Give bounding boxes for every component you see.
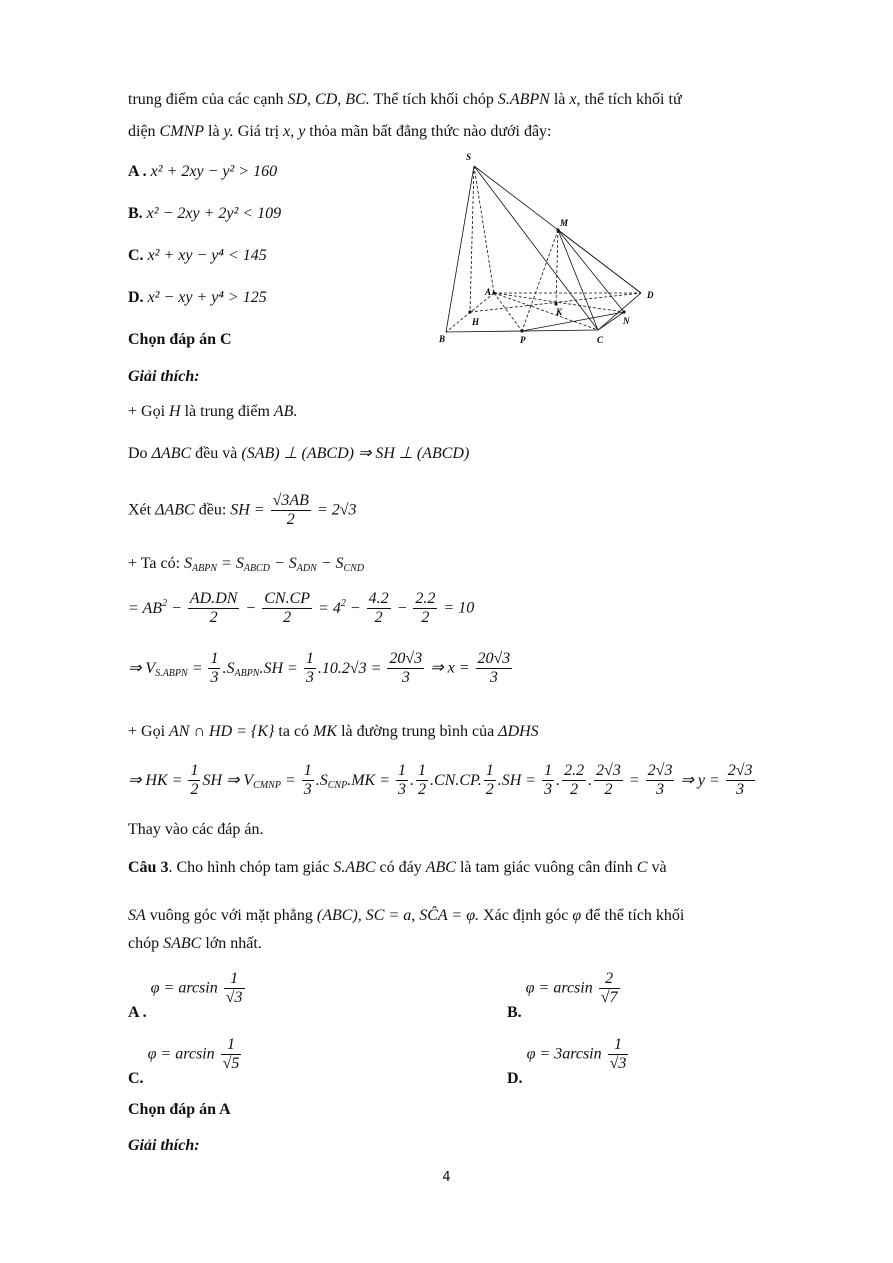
option-label: A . [128, 163, 147, 180]
option-d [128, 288, 267, 307]
q3-line-3 [128, 934, 262, 953]
text: + Gọi [128, 723, 166, 740]
text: để thể tích khối [585, 907, 685, 924]
label-p: P [520, 335, 526, 345]
denominator: √5 [222, 1055, 240, 1073]
label-c: C [597, 335, 604, 345]
solution-line-7 [128, 722, 539, 741]
numerator: 1 [224, 970, 245, 989]
text: Xác định góc [483, 907, 569, 924]
label-b: B [439, 334, 446, 344]
text: là trung điểm [184, 403, 270, 420]
fraction: $\frac{20√3}{3}$ [477, 650, 511, 687]
solution-line-8 [128, 762, 757, 800]
math: MK [313, 723, 338, 740]
label-m: M [560, 218, 569, 228]
question-title: Câu 3 [128, 859, 169, 876]
option-c [128, 246, 267, 265]
option-expr: φ = arcsin [525, 979, 593, 997]
answer-q2: Chọn đáp án C [128, 331, 232, 348]
option-label: B. [507, 1003, 522, 1021]
q3-option-c [128, 1036, 243, 1087]
numerator: 2 [599, 970, 620, 989]
text: có đáy [379, 859, 422, 876]
math: SD, CD, BC. [287, 91, 370, 108]
q3-option-d [507, 1036, 630, 1087]
text: thỏa mãn bất đẳng thức nào dưới đây: [309, 123, 552, 140]
option-label: C. [128, 247, 144, 264]
option-expr: x² + xy − y⁴ < 145 [147, 247, 267, 264]
q3-option-b [507, 970, 622, 1021]
q3-option-a [128, 970, 247, 1021]
numerator: 1 [608, 1036, 629, 1055]
math: = 10 [443, 599, 475, 617]
text: chóp [128, 935, 160, 952]
math: AN ∩ HD = {K} [169, 723, 275, 740]
text: và [651, 859, 667, 876]
text: ta có [278, 723, 310, 740]
fraction [608, 1036, 629, 1074]
explain-label: Giải thích: [128, 368, 200, 385]
label-h: H [472, 317, 480, 327]
fraction [599, 970, 620, 1008]
math: S.ABPN [497, 91, 550, 108]
math: SABC [163, 935, 202, 952]
math: y. [223, 123, 234, 140]
label-a: A [485, 287, 492, 297]
pyramid-figure [436, 150, 666, 345]
math: φ [572, 907, 582, 924]
option-expr: φ = arcsin [150, 979, 218, 997]
text: là đường trung bình của [341, 723, 495, 740]
text: vuông góc với mặt phẳng [149, 907, 313, 924]
volume-cmnp: ⇒ HK = $\frac{1}{2}$ SH ⇒ $V_{CMNP}$ = $\frac{1}{3}$ $.S_{CNP}.MK$ = $\frac{1}{3}$ . $\frac{1}{2}$ .CN.CP. $\frac{1}{2}$ .SH = $\frac{1}{3}$ . $\frac{2.2}{2}$ . $\frac{2√3}{2}$ = $\frac{2√3}{3}$ ⇒ y = $\frac{2√3}{3}$ [128, 762, 753, 799]
q3-line-2 [128, 906, 684, 925]
math: C [636, 859, 648, 876]
text: lớn nhất. [205, 935, 262, 952]
math: x, y [283, 123, 306, 140]
math: ΔABC [155, 501, 195, 519]
page-number: 4 [442, 1170, 451, 1185]
text: + Ta có: [128, 555, 181, 572]
solution-line-3 [128, 492, 357, 530]
solution-line-2 [128, 444, 469, 463]
fraction [224, 970, 245, 1008]
area-compute: = $AB^2$ − $\frac{AD.DN}{2}$ − $\frac{CN.CP}{2}$ = $4^2$ − $\frac{4.2}{2}$ − $\frac{2.2}{2}$ [128, 590, 436, 627]
option-label: A . [128, 1003, 147, 1021]
text: Do [128, 445, 148, 462]
numerator: √3AB [271, 492, 311, 511]
math: x, [569, 91, 581, 108]
text: đều và [195, 445, 238, 462]
text: diện [128, 123, 156, 140]
solution-line-4 [128, 554, 364, 575]
fraction [271, 492, 311, 530]
option-expr: x² − xy + y⁴ > 125 [147, 289, 267, 306]
math: (SAB) ⊥ (ABCD) ⇒ SH ⊥ (ABCD) [241, 445, 470, 462]
option-a [128, 162, 277, 181]
math: CMNP [159, 123, 204, 140]
denominator: √7 [600, 989, 618, 1007]
answer-q3: Chọn đáp án A [128, 1101, 231, 1118]
intro-line-2 [128, 122, 551, 141]
option-label: D. [128, 289, 144, 306]
label-s: S [466, 152, 472, 162]
text: . Cho hình chóp tam giác [168, 859, 330, 876]
option-expr: φ = 3arcsin [526, 1045, 602, 1063]
option-label: C. [128, 1069, 144, 1087]
math: SH = [230, 501, 265, 519]
text: là [208, 123, 220, 140]
intro-line-1 [128, 90, 682, 109]
denominator: 2 [286, 511, 295, 529]
volume-compute: ⇒ $V_{S.ABPN}$ = $\frac{1}{3}$ $.S_{ABPN}.SH$ = $\frac{1}{3}$ .10.2√3 = $\frac{20√3}{3}$ [128, 650, 423, 687]
math: SA [128, 907, 146, 924]
math: = 2√3 [316, 501, 357, 519]
math: (ABC), SC = a, SĈA = φ. [316, 907, 480, 924]
area-formula: $S_{ABPN} = S_{ABCD} - S_{ADN} - S_{CND}$ [184, 555, 365, 574]
solution-line-5 [128, 590, 474, 628]
fraction [221, 1036, 242, 1074]
math: ⇒ x = [430, 659, 470, 677]
option-expr: φ = arcsin [147, 1045, 215, 1063]
option-label: D. [507, 1069, 523, 1087]
denominator: √3 [225, 989, 243, 1007]
math: S.ABC [333, 859, 376, 876]
math: ΔABC [151, 445, 192, 462]
math: H [169, 403, 181, 420]
text: là [553, 91, 566, 108]
label-n: N [623, 316, 630, 326]
text: Thể tích khối chóp [373, 91, 494, 108]
option-b [128, 204, 281, 223]
text: thể tích khối tứ [584, 91, 682, 108]
denominator: √3 [609, 1055, 627, 1073]
option-expr: x² + 2xy − y² > 160 [150, 163, 278, 180]
option-label: B. [128, 205, 143, 222]
solution-line-6 [128, 650, 514, 688]
solution-line-1 [128, 402, 297, 421]
label-k: K [556, 307, 563, 317]
q3-line-1 [128, 858, 667, 877]
text: Xét [128, 501, 152, 519]
text: là tam giác vuông cân đỉnh [459, 859, 633, 876]
label-d: D [647, 290, 654, 300]
text: Giá trị [237, 123, 280, 140]
text: trung điểm của các cạnh [128, 91, 284, 108]
math: ABC [425, 859, 456, 876]
numerator: 1 [221, 1036, 242, 1055]
math: ΔDHS [498, 723, 539, 740]
text: đều: [198, 501, 227, 519]
solution-line-9: Thay vào các đáp án. [128, 821, 264, 838]
option-expr: x² − 2xy + 2y² < 109 [146, 205, 282, 222]
text: + Gọi [128, 403, 166, 420]
math: AB. [273, 403, 298, 420]
explain-label-q3: Giải thích: [128, 1137, 200, 1154]
